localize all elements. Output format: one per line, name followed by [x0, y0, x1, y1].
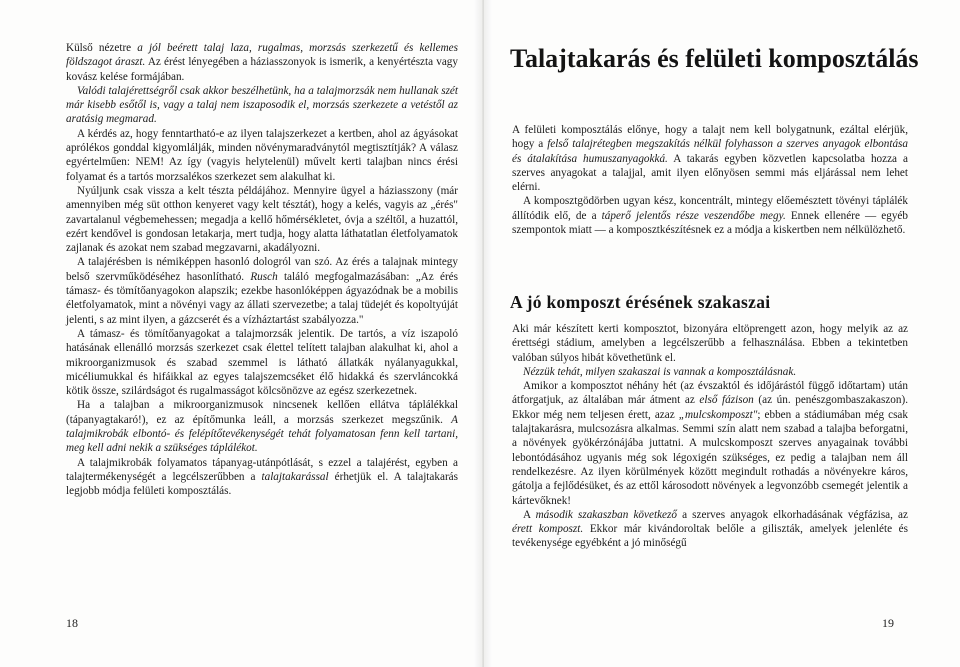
- body-text: Amikor a komposztot néhány hét (az évszaktól és időjárástól függő időtartam) után átforgatjuk, az általában már átment az: [512, 380, 908, 407]
- body-text: Aki már készített kerti komposztot, bizonyára eltöprengett azon, hogy melyik az az érettségi stádium, amelyben a legcélszerűbb a felhasználása. Ebben a tekintetben valóban súlyos hibát követhetünk el.: [512, 323, 908, 364]
- paragraph: [66, 456, 458, 499]
- section-body-mulching: [512, 123, 908, 237]
- paragraph: [512, 508, 908, 551]
- paragraph: [512, 123, 908, 194]
- paragraph: [66, 127, 458, 184]
- body-text: érhetjük el. A talajtakarás legjobb módja felületi komposztálás.: [66, 470, 458, 498]
- paragraph: [66, 84, 458, 127]
- body-text: a szerves anyagok elkorhadásának végfázisa, az: [676, 508, 908, 521]
- paragraph: [66, 398, 458, 455]
- body-text: Külső nézetre: [66, 42, 138, 54]
- paragraph: [512, 194, 908, 237]
- right-page-shade: [484, 0, 492, 667]
- italic-text: második szakaszban következő: [535, 508, 677, 521]
- italic-text: Nézzük tehát, milyen szakaszai is vannak a komposztálásnak.: [523, 365, 797, 378]
- page-number-left: 18: [66, 616, 78, 630]
- right-page: [484, 0, 960, 667]
- body-text: Ha a talajban a mikroorganizmusok nincsenek kellően ellátva táplálékkal (tápanyagtakaró!), ez az építőmunka leáll, a morzsás szerkezet megszűnik.: [66, 399, 458, 426]
- left-page-shade: [474, 0, 482, 667]
- body-text: A talajérésben is némiképpen hasonló dologról van szó. Az érés a talajnak mintegy belső szervműködéséhez hasonlítható.: [66, 256, 458, 283]
- italic-text: első fázison: [699, 394, 754, 407]
- body-text: ; ebben a stádiumában még csak talajtakarásra, mulcsozásra alkalmas. Semmi szín alatt nem szabad a talajba beforgatni, a növények gyökérzónájába juttatni. A mulcskomposzt szerves anyagainak további lebontódásához ugyanis még sok légoxigén szükséges, ez pedig a talajban nem áll rendelkezésre. Az ilyen körülmények között megindult rothadás a növényekre káros, gátolja a fejlődésüket, és az ettől károsodott növények a legvonzóbb csemegét jelentik a kártevőknek!: [512, 408, 908, 507]
- paragraph: [66, 41, 458, 84]
- paragraph: [512, 322, 908, 365]
- section-title-compost-stages: A jó komposzt érésének szakaszai: [510, 292, 771, 312]
- italic-text: talajtakarással: [261, 470, 329, 483]
- italic-text: táperő jelentős része veszendőbe megy.: [601, 209, 786, 222]
- body-text: Ennek ellenére — egyéb szempontok miatt — a komposztkészítésnek ez a módja a kiskertben nem nélkülözhető.: [512, 209, 908, 237]
- page-number-right: 19: [882, 616, 894, 630]
- body-text: A talajmikrobák folyamatos tápanyag-utánpótlását, s ezzel a talajérést, egyben a talajtermékenységét a legcélszerűbben a: [66, 456, 458, 483]
- body-text: A támasz- és tömítőanyagokat a talajmorzsák jelentik. De tartós, a víz iszapoló hatásának ellenálló morzsás szerkezet csak élettel telített talajban alakulhat ki, ahol a mikroorganizmusok és szabad szemmel is látható állatkák nyálanyagukkal, micéliumukkal és hifáikkal az egyes talajszemcséket élő hidakká és szervláncokká kötik össze, szilárdságot és rugalmasságot kölcsönözve az egész szerkezetnek.: [66, 327, 458, 398]
- paragraph: [66, 184, 458, 255]
- italic-text: érett komposzt.: [512, 523, 584, 536]
- body-text: A: [523, 508, 536, 521]
- body-text: Nyúljunk csak vissza a kelt tészta példájához. Mennyire ügyel a háziasszony (már amennyiben még süt otthon kenyeret vagy kelt tésztát), hogy a kelés, vagyis az „érés" zavartalanul végbemehessen; megadja a kellő hőmérsékletet, óvja a széltől, a huzattól, ezért kendővel is gondosan letakarja, mert tudja, hogy alatta láthatatlan életfolyamatok zajlanak és azokat nem szabad megzavarni, akadályozni.: [66, 184, 458, 255]
- left-page-body: [66, 41, 458, 499]
- body-text: A kérdés az, hogy fenntartható-e az ilyen talajszerkezet a kertben, ahol az ágyásokat aprólékos gonddal kigyomlálják, minden növénymaradványtól megtisztítják? A válasz egyértelműen: NEM! Az így (vagyis helytelenül) művelt kerti talajban nincs érési folyamat és a tartós morzsalékos szerkezet sem alakulhat ki.: [66, 127, 458, 183]
- italic-text: „mulcskomposzt": [678, 408, 758, 421]
- paragraph: [66, 327, 458, 398]
- paragraph: [66, 255, 458, 326]
- section-body-compost-stages: [512, 322, 908, 551]
- body-text: A takarás egyben közvetlen kapcsolatba hozza a szerves anyagokat a talajjal, amit ilyen előnyösen semmi más eljárással nem lehet elérni.: [512, 152, 908, 194]
- body-text: találó megfogalmazásában: „Az érés támasz- és tömítőanyagokon alapszik; ezekbe hasonlóképpen ágyazódnak be a mobilis életfolyamatok, mint a növényi vagy az állati szervezetbe; a talaj tüdejét és kopoltyúját jelenti, s az mint ilyen, a gázcserét és a vízháztartást szabályozza.": [66, 270, 458, 326]
- body-text: A felületi komposztálás előnye, hogy a talajt nem kell bolygatnunk, ezáltal elérjük, hogy a: [512, 124, 908, 151]
- italic-text: Valódi talajérettségről csak akkor beszélhetünk, ha a talajmorzsák nem hullanak szét már kisebb esőtől is, vagy a talaj nem iszaposodik el, morzsás szerkezete a vetéstől az aratásig megmarad.: [66, 84, 458, 126]
- italic-text: felső talajrétegben megszakítás nélkül folyhasson a szerves anyagok elbontása és átalakítása humuszanyagokká.: [512, 138, 908, 165]
- paragraph: [512, 365, 908, 379]
- italic-text: Rusch: [250, 270, 278, 283]
- italic-text: a jól beérett talaj laza, rugalmas, morzsás szerkezetű és kellemes földszagot áraszt.: [66, 42, 458, 69]
- paragraph: [512, 379, 908, 508]
- body-text: A komposztgödörben ugyan kész, koncentrált, mintegy előemésztett tövényi táplálék állítódik elő, de a: [512, 195, 908, 222]
- section-title-mulching: Talajtakarás és felületi komposztálás: [510, 44, 919, 73]
- body-text: Az érést lényegében a háziasszonyok is ismerik, a kenyértészta vagy kovász kelése formájában.: [66, 56, 458, 83]
- body-text: Ekkor már kivándoroltak belőle a giliszták, amelyek jelenléte és tevékenysége egyébként a jó minőségű: [512, 523, 909, 550]
- body-text: (az ún. penészgombaszakaszon). Ekkor még nem teljesen érett, azaz: [512, 394, 908, 421]
- italic-text: A talajmikrobák elbontó- és felépítőtevékenységét tehát folyamatosan fenn kell tartani, meg kell adni nekik a szükséges táplálékot.: [66, 413, 458, 455]
